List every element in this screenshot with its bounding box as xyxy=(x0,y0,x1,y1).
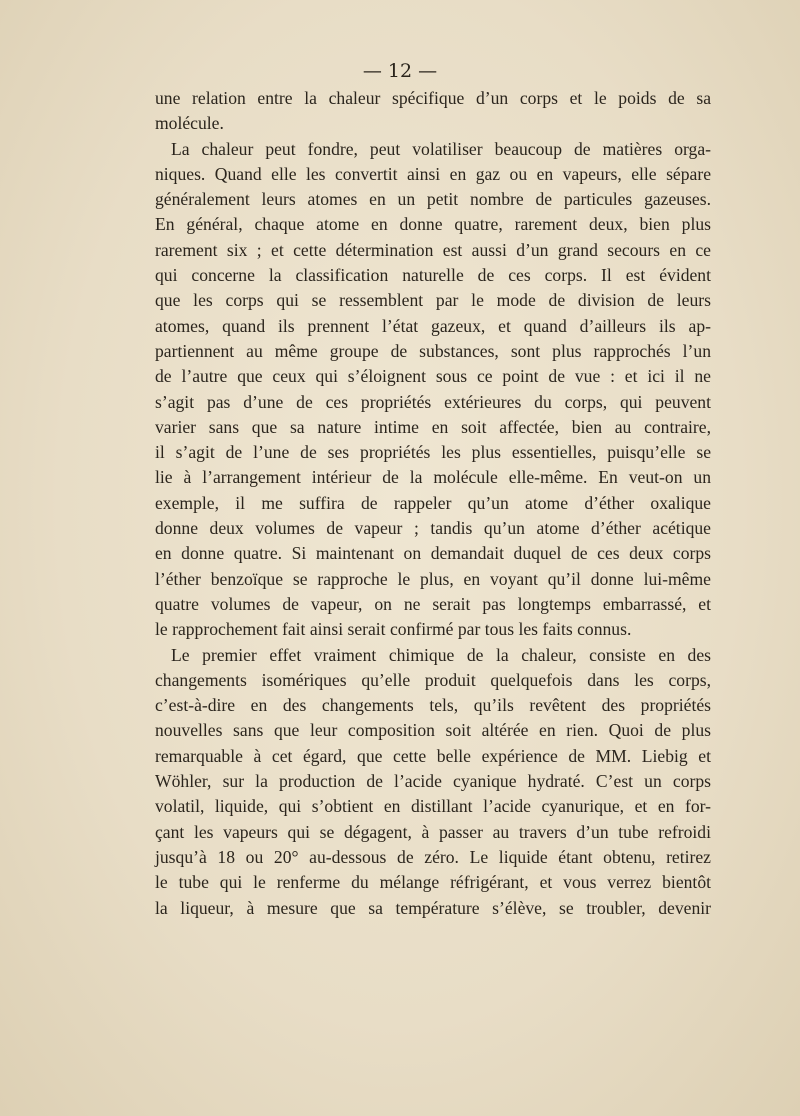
text-line: niques. Quand elle les convertit ainsi en gaz ou en vapeurs, elle sépare xyxy=(155,163,711,184)
text-line: s’agit pas d’une de ces propriétés extérieures du corps, qui peuvent xyxy=(155,391,711,412)
text-line: atomes, quand ils prennent l’état gazeux, et quand d’ailleurs ils ap- xyxy=(155,315,711,336)
text-line: il s’agit de l’une de ses propriétés les plus essentielles, puisqu’elle se xyxy=(155,442,711,463)
text-line: le rapprochement fait ainsi serait confirmé par tous les faits connus. xyxy=(155,619,632,640)
text-line: de l’autre que ceux qui s’éloignent sous ce point de vue : et ici il ne xyxy=(155,366,711,387)
text-line: quatre volumes de vapeur, on ne serait pas longtemps embarrassé, et xyxy=(155,593,711,614)
text-line: Wöhler, sur la production de l’acide cyanique hydraté. C’est un corps xyxy=(155,771,711,792)
text-line: rarement six ; et cette détermination est aussi d’un grand secours en ce xyxy=(155,239,711,260)
text-line: exemple, il me suffira de rappeler qu’un atome d’éther oxalique xyxy=(155,492,711,513)
text-line: nouvelles sans que leur composition soit altérée en rien. Quoi de plus xyxy=(155,720,711,741)
text-line: lie à l’arrangement intérieur de la molécule elle-même. En veut-on un xyxy=(155,467,711,488)
text-line: çant les vapeurs qui se dégagent, à passer au travers d’un tube refroidi xyxy=(155,821,711,842)
text-line: molécule. xyxy=(155,113,224,134)
text-line: l’éther benzoïque se rapproche le plus, en voyant qu’il donne lui-même xyxy=(155,568,711,589)
text-line: que les corps qui se ressemblent par le mode de division de leurs xyxy=(155,290,711,311)
text-line: varier sans que sa nature intime en soit affectée, bien au contraire, xyxy=(155,416,711,437)
text-line: partiennent au même groupe de substances, sont plus rapprochés l’un xyxy=(155,340,711,361)
text-line: en donne quatre. Si maintenant on demandait duquel de ces deux corps xyxy=(155,543,711,564)
text-line: le tube qui le renferme du mélange réfrigérant, et vous verrez bientôt xyxy=(155,872,711,893)
page-number: — 12 — xyxy=(362,60,438,82)
text-line: qui concerne la classification naturelle de ces corps. Il est évident xyxy=(155,265,711,286)
text-line: remarquable à cet égard, que cette belle expérience de MM. Liebig et xyxy=(155,745,711,766)
text-line: généralement leurs atomes en un petit nombre de particules gazeuses. xyxy=(155,189,711,210)
text-line: changements isomériques qu’elle produit quelquefois dans les corps, xyxy=(155,669,711,690)
text-line: La chaleur peut fondre, peut volatiliser beaucoup de matières orga- xyxy=(171,138,711,159)
text-line: volatil, liquide, qui s’obtient en distillant l’acide cyanurique, et en for- xyxy=(155,796,711,817)
body-text xyxy=(155,86,711,921)
text-line: jusqu’à 18 ou 20° au-dessous de zéro. Le liquide étant obtenu, retirez xyxy=(155,846,711,867)
text-line: En général, chaque atome en donne quatre, rarement deux, bien plus xyxy=(155,214,711,235)
text-line: Le premier effet vraiment chimique de la chaleur, consiste en des xyxy=(171,644,711,665)
text-line: une relation entre la chaleur spécifique d’un corps et le poids de sa xyxy=(155,88,711,108)
text-line: c’est-à-dire en des changements tels, qu’ils revêtent des propriétés xyxy=(155,695,711,716)
text-line: donne deux volumes de vapeur ; tandis qu’un atome d’éther acétique xyxy=(155,518,711,539)
text-line: la liqueur, à mesure que sa température s’élève, se troubler, devenir xyxy=(155,897,711,918)
